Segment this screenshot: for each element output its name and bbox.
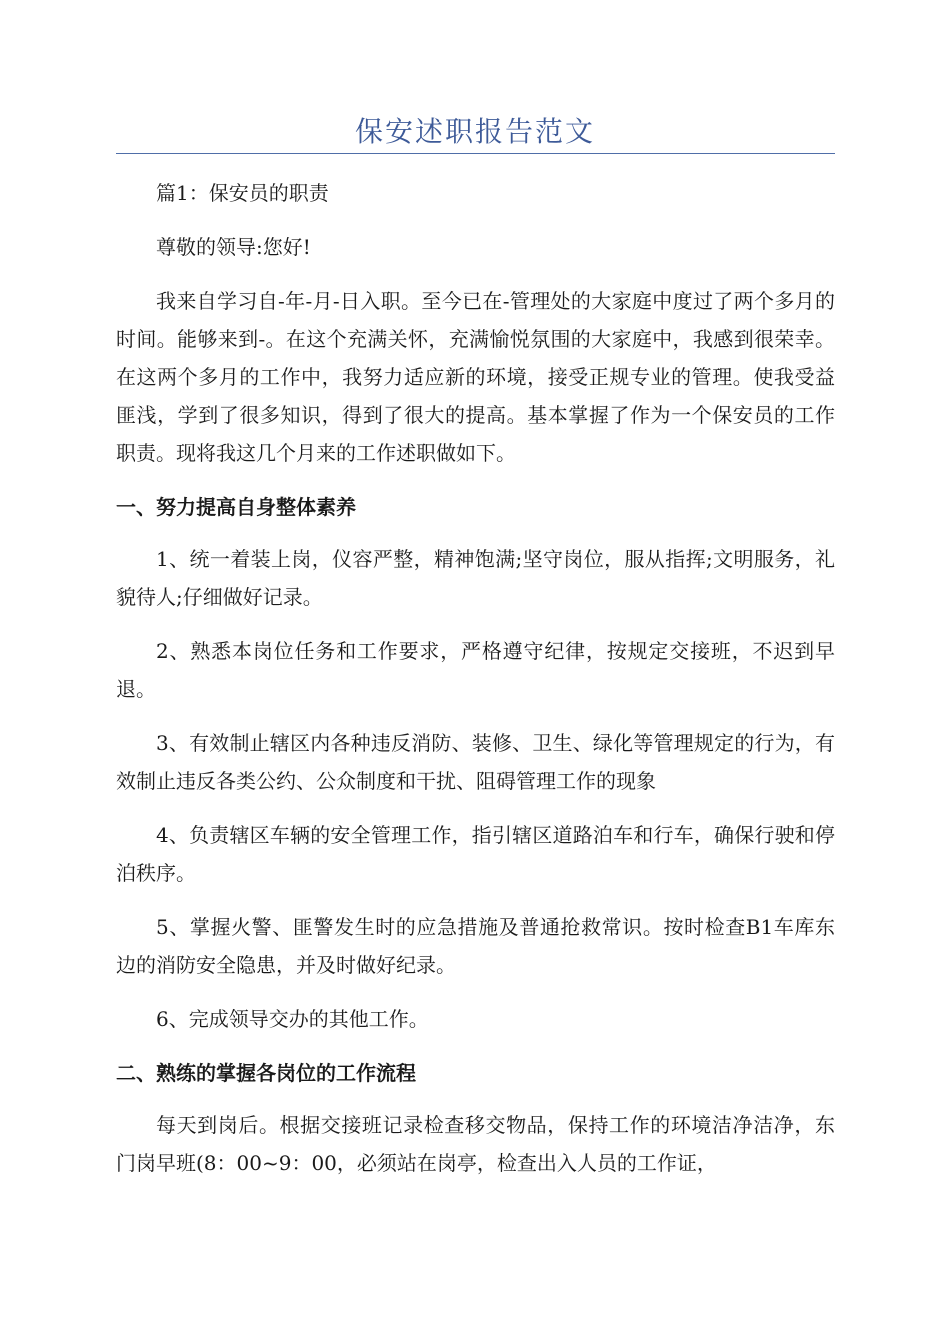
- item-4: 4、负责辖区车辆的安全管理工作，指引辖区道路泊车和行车，确保行驶和停泊秩序。: [116, 823, 835, 885]
- title-underline: [116, 153, 835, 154]
- section-heading-2: 二、熟练的掌握各岗位的工作流程: [116, 1061, 416, 1085]
- section-heading-1: 一、努力提高自身整体素养: [116, 495, 356, 519]
- item-1: 1、统一着装上岗，仪容严整，精神饱满;坚守岗位，服从指挥;文明服务，礼貌待人;仔细做好记录。: [116, 547, 835, 609]
- item-3: 3、有效制止辖区内各种违反消防、装修、卫生、绿化等管理规定的行为，有效制止违反各类公约、公众制度和干扰、阻碍管理工作的现象: [116, 731, 835, 793]
- document-body: [116, 174, 835, 1198]
- salutation: 尊敬的领导:您好!: [156, 235, 311, 259]
- item-2: 2、熟悉本岗位任务和工作要求，严格遵守纪律，按规定交接班，不迟到早退。: [116, 639, 835, 701]
- item-5: 5、掌握火警、匪警发生时的应急措施及普通抢救常识。按时检查B1车库东边的消防安全隐患，并及时做好纪录。: [116, 915, 835, 977]
- chapter-label: 篇1：保安员的职责: [156, 181, 329, 205]
- document-title: 保安述职报告范文: [354, 115, 595, 148]
- item-6: 6、完成领导交办的其他工作。: [156, 1007, 429, 1031]
- workflow-paragraph: 每天到岗后。根据交接班记录检查移交物品，保持工作的环境洁净洁净，东门岗早班(8：00~9：00，必须站在岗亭，检查出入人员的工作证，: [116, 1113, 835, 1175]
- intro-paragraph: 我来自学习自-年-月-日入职。至今已在-管理处的大家庭中度过了两个多月的时间。能够来到-。在这个充满关怀，充满愉悦氛围的大家庭中，我感到很荣幸。在这两个多月的工作中，我努力适应新的环境，接受正规专业的管理。使我受益匪浅，学到了很多知识，得到了很大的提高。基本掌握了作为一个保安员的工作职责。现将我这几个月来的工作述职做如下。: [116, 289, 835, 465]
